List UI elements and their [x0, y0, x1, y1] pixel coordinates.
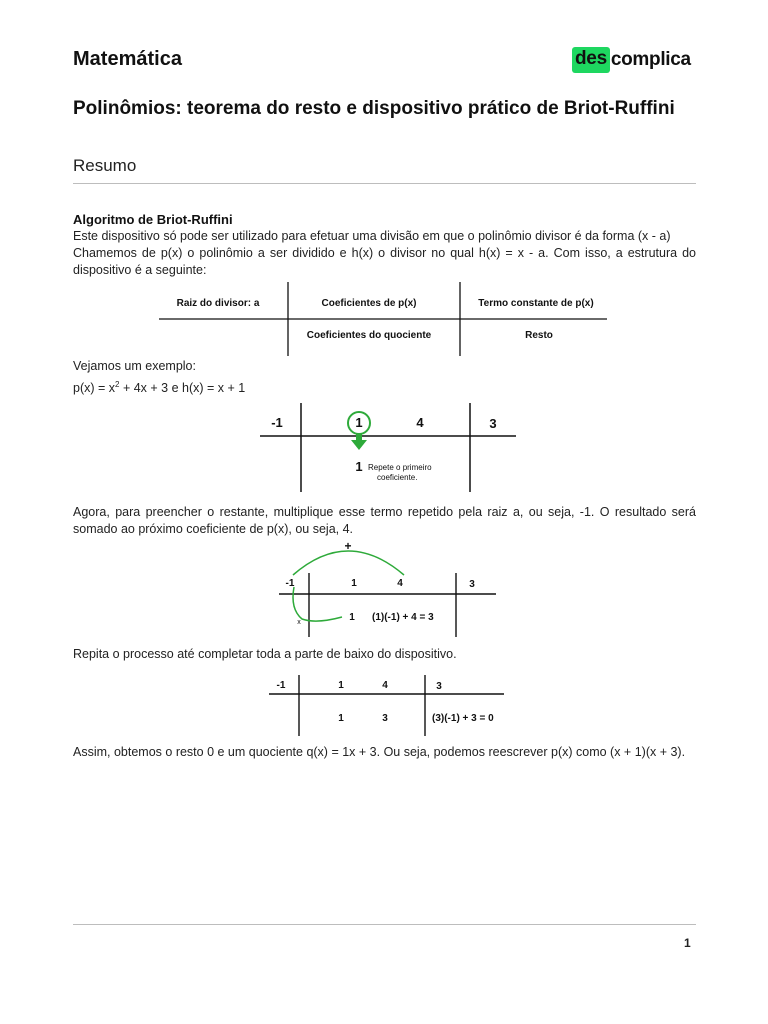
- brand-logo: [572, 46, 691, 74]
- diagram3-calculation: (1)(-1) + 4 = 3: [372, 612, 434, 623]
- repeat-note-line-2: coeficiente.: [377, 473, 418, 482]
- completed-diagram: [266, 672, 508, 738]
- diagram3-coef-1: 1: [351, 578, 357, 589]
- down-arrow-icon: [351, 440, 367, 450]
- plus-sign: +: [344, 539, 352, 553]
- subject-title: Matemática: [73, 48, 182, 70]
- multiply-paragraph: Agora, para preencher o restante, multiplique esse termo repetido pela raiz a, ou seja, -1. O resultado será somado ao próximo coeficiente de p(x), ou seja, 4.: [73, 505, 696, 536]
- logo-highlight: des: [572, 47, 610, 73]
- example-polynomial: [73, 376, 245, 397]
- multiply-add-diagram: [276, 539, 500, 639]
- page-number: 1: [684, 936, 691, 950]
- diagram3-result: 1: [349, 612, 355, 623]
- diagram4-result-2: 3: [382, 713, 388, 724]
- intro-paragraph: Chamemos de p(x) o polinômio a ser dividido e h(x) o divisor no qual h(x) = x - a. Com isso, a estrutura do dispositivo é a seguinte:: [73, 246, 696, 277]
- constant-term-label: Termo constante de p(x): [478, 298, 594, 309]
- subheading: Algoritmo de Briot-Ruffini: [73, 212, 233, 227]
- remainder-label: Resto: [525, 330, 553, 341]
- repeat-paragraph: Repita o processo até completar toda a parte de baixo do dispositivo.: [73, 647, 457, 661]
- diagram2-coef-2: 4: [416, 415, 424, 430]
- conclusion-paragraph: Assim, obtemos o resto 0 e um quociente q(x) = 1x + 3. Ou seja, podemos reescrever p(x) como (x + 1)(x + 3).: [73, 745, 686, 759]
- repeat-note-line-1: Repete o primeiro: [368, 463, 432, 472]
- example-exponent: 2: [115, 380, 120, 389]
- multiply-curve: [293, 587, 342, 621]
- footer-divider: [73, 924, 696, 925]
- diagram4-coef-1: 1: [338, 680, 344, 691]
- diagram4-coef-3: 3: [436, 681, 442, 692]
- diagram4-result-1: 1: [338, 713, 344, 724]
- example-polynomial-start: p(x) = x: [73, 381, 116, 396]
- diagram2-coef-3: 3: [489, 416, 497, 431]
- intro-line-1: Este dispositivo só pode ser utilizado para efetuar uma divisão em que o polinômio divisor é da forma (x - a): [73, 229, 671, 243]
- diagram3-root: -1: [285, 578, 295, 589]
- diagram3-coef-2: 4: [397, 578, 403, 589]
- logo-text: complica: [610, 49, 691, 70]
- document-title: Polinômios: teorema do resto e dispositivo prático de Briot-Ruffini: [73, 98, 675, 119]
- diagram2-coef-1: 1: [355, 415, 363, 430]
- first-step-diagram: [258, 400, 520, 492]
- diagram4-calculation: (3)(-1) + 3 = 0: [432, 713, 494, 724]
- section-title: Resumo: [73, 156, 137, 175]
- down-arrow-shaft: [356, 434, 362, 441]
- coefficients-label: Coeficientes de p(x): [321, 298, 417, 309]
- section-divider: [73, 183, 696, 184]
- quotient-label: Coeficientes do quociente: [306, 330, 432, 341]
- multiply-mark: x: [297, 619, 301, 626]
- diagram4-root: -1: [276, 680, 286, 691]
- diagram4-coef-2: 4: [382, 680, 388, 691]
- diagram3-coef-3: 3: [469, 579, 475, 590]
- plus-arc: [293, 551, 404, 575]
- briot-ruffini-structure-diagram: [155, 282, 611, 358]
- example-polynomial-end: + 4x + 3 e h(x) = x + 1: [119, 381, 246, 396]
- example-intro: Vejamos um exemplo:: [73, 359, 196, 373]
- diagram2-result: 1: [355, 459, 363, 474]
- diagram2-root: -1: [271, 415, 283, 430]
- root-label: Raiz do divisor: a: [176, 298, 260, 309]
